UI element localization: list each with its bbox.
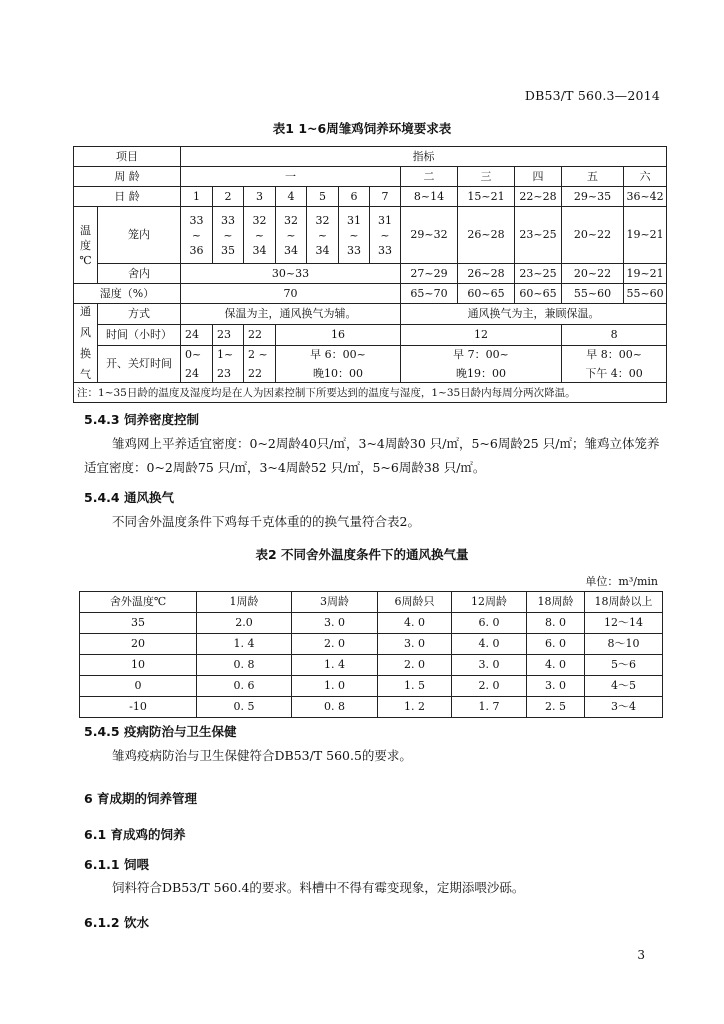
time-weeks5-6: 8 bbox=[562, 324, 667, 345]
light-label: 开、关灯时间 bbox=[98, 345, 181, 382]
cell: 0. 5 bbox=[197, 697, 292, 718]
cell: 10 bbox=[80, 655, 197, 676]
cell: 1. 7 bbox=[452, 697, 527, 718]
time-weeks2-4: 12 bbox=[401, 324, 562, 345]
table-row bbox=[80, 676, 663, 697]
table2-unit: 单位：m³/min bbox=[585, 575, 658, 588]
table-row bbox=[80, 655, 663, 676]
week-cell: 五 bbox=[562, 167, 624, 187]
cell: 3. 0 bbox=[527, 676, 585, 697]
light-days4-7: 早 6：00~ 晚10：00 bbox=[276, 345, 401, 382]
humidity-range: 55~60 bbox=[562, 284, 624, 304]
section-6-1-1-body: 饲料符合DB53/T 560.4的要求。料槽中不得有霉变现象，定期添喂沙砾。 bbox=[112, 880, 525, 895]
cell: 5～6 bbox=[585, 655, 663, 676]
table1-note: 注：1~35日龄的温度及湿度均是在人为因素控制下所要达到的温度与湿度，1~35日龄内每周分两次降温。 bbox=[74, 383, 667, 403]
light-day3: 2 ~ 22 bbox=[244, 345, 276, 382]
cage-temp-range: 26~28 bbox=[458, 207, 515, 264]
cell: 2. 5 bbox=[527, 697, 585, 718]
cage-temp-range: 29~32 bbox=[401, 207, 458, 264]
day-cell: 36~42 bbox=[624, 187, 667, 207]
table2-header: 3周龄 bbox=[292, 592, 378, 613]
cell: 1. 0 bbox=[292, 676, 378, 697]
time-day1: 24 bbox=[181, 324, 213, 345]
cage-temp-day2: 33 ~ 35 bbox=[213, 207, 244, 264]
cell: 2.0 bbox=[197, 613, 292, 634]
cell: 3～4 bbox=[585, 697, 663, 718]
table2-header: 18周龄 bbox=[527, 592, 585, 613]
cell: 1. 4 bbox=[197, 634, 292, 655]
section-5-4-4-body: 不同舍外温度条件下鸡每千克体重的的换气量符合表2。 bbox=[112, 514, 420, 529]
cell: 0 bbox=[80, 676, 197, 697]
cage-temp-range: 19~21 bbox=[624, 207, 667, 264]
cell: 3. 0 bbox=[292, 613, 378, 634]
section-6-1-1-title: 6.1.1 饲喂 bbox=[84, 857, 149, 872]
cell: 0. 6 bbox=[197, 676, 292, 697]
time-day2: 23 bbox=[213, 324, 244, 345]
house-temp-range: 27~29 bbox=[401, 264, 458, 284]
method-first-week: 保温为主，通风换气为辅。 bbox=[181, 304, 401, 325]
humidity-range: 60~65 bbox=[458, 284, 515, 304]
cell: 4. 0 bbox=[452, 634, 527, 655]
cell: 0. 8 bbox=[292, 697, 378, 718]
light-day1: 0~ 24 bbox=[181, 345, 213, 382]
day-cell: 22~28 bbox=[515, 187, 562, 207]
table1-environment bbox=[73, 146, 667, 403]
cell: 2. 0 bbox=[452, 676, 527, 697]
day-cell: 8~14 bbox=[401, 187, 458, 207]
table1-caption: 表1 1~6周雏鸡饲养环境要求表 bbox=[272, 121, 452, 136]
method-later: 通风换气为主，兼顾保温。 bbox=[401, 304, 667, 325]
cell: 4. 0 bbox=[527, 655, 585, 676]
house-temp-range: 26~28 bbox=[458, 264, 515, 284]
week-cell: 六 bbox=[624, 167, 667, 187]
light-day2: 1~ 23 bbox=[213, 345, 244, 382]
table2-caption: 表2 不同舍外温度条件下的通风换气量 bbox=[255, 547, 469, 562]
light-weeks2-4: 早 7：00~ 晚19：00 bbox=[401, 345, 562, 382]
cell: 4～5 bbox=[585, 676, 663, 697]
cell: 2. 0 bbox=[378, 655, 452, 676]
section-6-title: 6 育成期的饲养管理 bbox=[84, 791, 198, 806]
day-cell: 29~35 bbox=[562, 187, 624, 207]
cell: 1. 2 bbox=[378, 697, 452, 718]
day-label: 日 龄 bbox=[74, 187, 181, 207]
cell: 35 bbox=[80, 613, 197, 634]
table-row bbox=[80, 613, 663, 634]
cage-temp-day4: 32 ~ 34 bbox=[276, 207, 307, 264]
time-label: 时间（小时） bbox=[98, 324, 181, 345]
method-label: 方式 bbox=[98, 304, 181, 325]
house-label: 舍内 bbox=[98, 264, 181, 284]
cage-temp-day1: 33 ~ 36 bbox=[181, 207, 213, 264]
table2-header: 1周龄 bbox=[197, 592, 292, 613]
time-days4-7: 16 bbox=[276, 324, 401, 345]
table2-header: 12周龄 bbox=[452, 592, 527, 613]
cage-label: 笼内 bbox=[98, 207, 181, 264]
day-cell: 15~21 bbox=[458, 187, 515, 207]
cell: 4. 0 bbox=[378, 613, 452, 634]
house-temp-range: 23~25 bbox=[515, 264, 562, 284]
cage-temp-day7: 31 ~ 33 bbox=[370, 207, 401, 264]
section-5-4-5-body: 雏鸡疫病防治与卫生保健符合DB53/T 560.5的要求。 bbox=[112, 748, 412, 763]
day-cell: 5 bbox=[307, 187, 339, 207]
week-cell: 四 bbox=[515, 167, 562, 187]
table-row bbox=[80, 634, 663, 655]
week-cell: 三 bbox=[458, 167, 515, 187]
day-cell: 3 bbox=[244, 187, 276, 207]
cage-temp-day6: 31 ~ 33 bbox=[339, 207, 370, 264]
section-5-4-4-title: 5.4.4 通风换气 bbox=[84, 490, 174, 505]
cell: 6. 0 bbox=[527, 634, 585, 655]
day-cell: 2 bbox=[213, 187, 244, 207]
hdr-item: 项目 bbox=[74, 147, 181, 167]
cage-temp-range: 23~25 bbox=[515, 207, 562, 264]
cell: 12～14 bbox=[585, 613, 663, 634]
cage-temp-day5: 32 ~ 34 bbox=[307, 207, 339, 264]
hdr-index: 指标 bbox=[181, 147, 667, 167]
table2-header: 舍外温度℃ bbox=[80, 592, 197, 613]
cell: -10 bbox=[80, 697, 197, 718]
cell: 1. 5 bbox=[378, 676, 452, 697]
table2-ventilation bbox=[79, 591, 663, 718]
table2-header: 6周龄只 bbox=[378, 592, 452, 613]
cell: 1. 4 bbox=[292, 655, 378, 676]
light-weeks5-6: 早 8：00~ 下午 4：00 bbox=[562, 345, 667, 382]
house-temp-range: 19~21 bbox=[624, 264, 667, 284]
house-temp-range: 20~22 bbox=[562, 264, 624, 284]
vent-group-label: 通 风 换 气 bbox=[74, 304, 98, 383]
table-row bbox=[80, 697, 663, 718]
humidity-range: 55~60 bbox=[624, 284, 667, 304]
day-cell: 4 bbox=[276, 187, 307, 207]
section-5-4-5-title: 5.4.5 疫病防治与卫生保健 bbox=[84, 724, 237, 739]
week-cell: 一 bbox=[181, 167, 401, 187]
week-label: 周 龄 bbox=[74, 167, 181, 187]
cell: 0. 8 bbox=[197, 655, 292, 676]
week-cell: 二 bbox=[401, 167, 458, 187]
section-6-1-title: 6.1 育成鸡的饲养 bbox=[84, 827, 186, 842]
section-5-4-3-body: 雏鸡网上平养适宜密度：0~2周龄40只/㎡，3~4周龄30 只/㎡，5~6周龄25 只/㎡；雏鸡立体笼养适宜密度：0~2周龄75 只/㎡，3~4周龄52 只/㎡，5~6周龄38 只/㎡。 bbox=[84, 436, 660, 475]
cell: 8. 0 bbox=[527, 613, 585, 634]
time-day3: 22 bbox=[244, 324, 276, 345]
page-number: 3 bbox=[637, 948, 645, 962]
document-id: DB53/T 560.3—2014 bbox=[524, 88, 660, 103]
humidity-range: 60~65 bbox=[515, 284, 562, 304]
cell: 3. 0 bbox=[452, 655, 527, 676]
temp-group-label: 温 度 ℃ bbox=[74, 207, 98, 284]
cage-temp-range: 20~22 bbox=[562, 207, 624, 264]
humidity-range: 65~70 bbox=[401, 284, 458, 304]
cage-temp-day3: 32 ~ 34 bbox=[244, 207, 276, 264]
cell: 2. 0 bbox=[292, 634, 378, 655]
day-cell: 7 bbox=[370, 187, 401, 207]
humidity-label: 湿度（%） bbox=[74, 284, 181, 304]
section-5-4-3-title: 5.4.3 饲养密度控制 bbox=[84, 412, 199, 427]
cell: 8～10 bbox=[585, 634, 663, 655]
section-6-1-2-title: 6.1.2 饮水 bbox=[84, 915, 149, 930]
cell: 3. 0 bbox=[378, 634, 452, 655]
table2-header: 18周龄以上 bbox=[585, 592, 663, 613]
cell: 6. 0 bbox=[452, 613, 527, 634]
table2-header-row bbox=[80, 592, 663, 613]
day-cell: 6 bbox=[339, 187, 370, 207]
house-temp-first-week: 30~33 bbox=[181, 264, 401, 284]
day-cell: 1 bbox=[181, 187, 213, 207]
cell: 20 bbox=[80, 634, 197, 655]
humidity-first-week: 70 bbox=[181, 284, 401, 304]
